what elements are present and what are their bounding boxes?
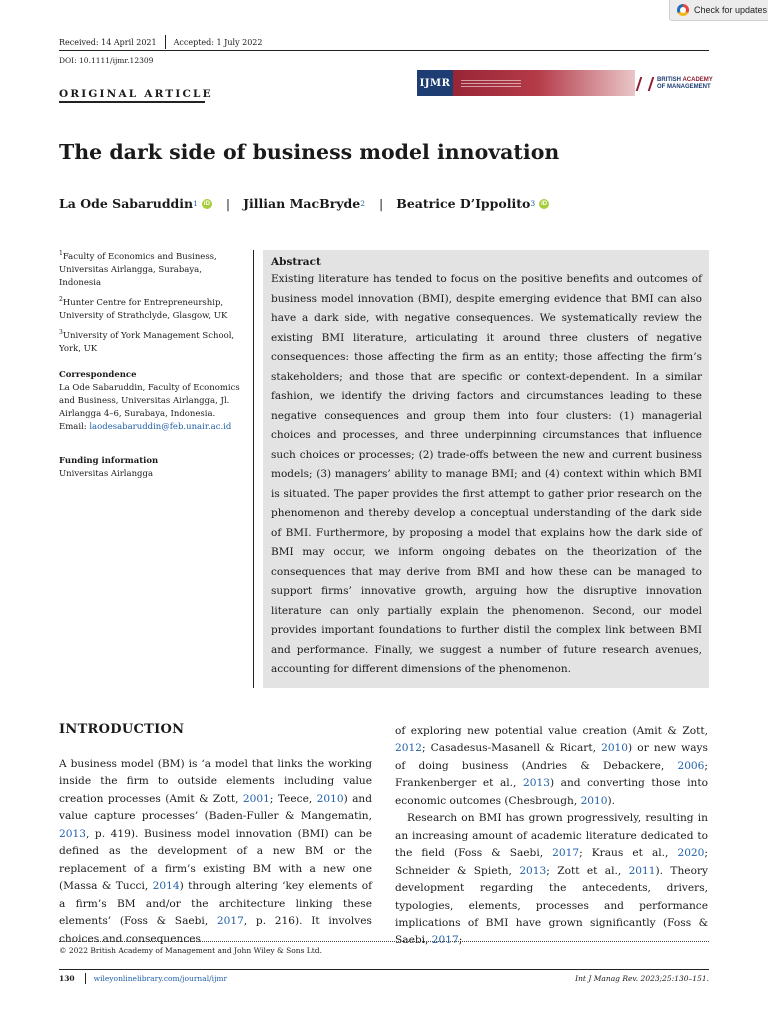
affiliation xyxy=(59,326,245,356)
journal-url-link[interactable]: wileyonlinelibrary.com/journal/ijmr xyxy=(93,974,228,983)
body-column-right xyxy=(395,723,708,950)
footnote-divider xyxy=(59,941,709,942)
article-type: ORIGINAL ARTICLE xyxy=(59,88,213,100)
affiliation xyxy=(59,293,245,323)
orcid-icon[interactable]: iD xyxy=(203,200,210,207)
correspondence-text: La Ode Sabaruddin, Faculty of Economics and Business, Universitas Airlangga, Jl. Airlangga 4–6, Surabaya, Indonesia. xyxy=(59,383,240,419)
article-title: The dark side of business model innovation xyxy=(59,140,560,164)
article-type-underline xyxy=(59,101,205,103)
doi[interactable]: DOI: 10.1111/ijmr.12309 xyxy=(59,56,154,65)
citation-year-link[interactable]: 2017 xyxy=(552,847,580,860)
abstract-rule xyxy=(253,250,254,688)
page-footer xyxy=(59,973,709,984)
date-divider xyxy=(165,35,166,49)
author-separator: | xyxy=(379,196,384,211)
affiliation-number: 3 xyxy=(59,329,63,336)
citation-year-link[interactable]: 2013 xyxy=(59,827,86,840)
footer-divider xyxy=(85,973,86,984)
header-rule xyxy=(59,50,709,51)
citation-year-link[interactable]: 2011 xyxy=(628,864,656,877)
citation-year-link[interactable]: 2010 xyxy=(601,742,629,755)
journal-logo: IJMR xyxy=(417,70,453,96)
body-paragraph: Research on BMI has grown progressively, resulting in an increasing amount of academic literature dedicated to the field (Foss & Saebi, 2017; Kraus et al., 2020; Schneider & Spieth, 2013; Zott et al., 2011). Theory development regarding the antecedents, drivers, typologies, elements, processes and performance implications of BMI have grown significantly (Foss & Saebi, 2017; xyxy=(395,812,708,947)
journal-citation: Int J Manag Rev. 2023;25:130–151. xyxy=(575,974,709,983)
affiliation-text: Faculty of Economics and Business, Universitas Airlangga, Surabaya, Indonesia xyxy=(59,251,217,288)
author-name[interactable]: La Ode Sabaruddin xyxy=(59,196,194,211)
society-name-line1: BRITISH xyxy=(657,77,681,83)
check-for-updates-button[interactable] xyxy=(669,0,768,21)
abstract-box xyxy=(263,250,709,688)
citation-year-link[interactable]: 2012 xyxy=(395,742,422,755)
accepted-date: Accepted: 1 July 2022 xyxy=(173,37,263,47)
author-affiliation-ref[interactable]: 1 xyxy=(193,199,198,208)
citation-year-link[interactable]: 2020 xyxy=(677,847,705,860)
copyright: © 2022 British Academy of Management and John Wiley & Sons Ltd. xyxy=(59,946,322,955)
correspondence xyxy=(59,369,245,434)
footer-rule xyxy=(59,969,709,970)
citation-year-link[interactable]: 2001 xyxy=(242,792,270,805)
banner-decoration xyxy=(453,70,635,96)
author-list xyxy=(59,196,549,211)
author-affiliation-ref[interactable]: 3 xyxy=(530,199,536,208)
body-column-left xyxy=(59,756,372,948)
author-name[interactable]: Beatrice D’Ippolito xyxy=(396,196,531,211)
society-name-accent: ACADEMY xyxy=(682,77,713,83)
affiliation-number: 2 xyxy=(59,296,63,303)
citation-year-link[interactable]: 2014 xyxy=(152,880,180,893)
author-affiliation-ref[interactable]: 2 xyxy=(360,199,366,208)
received-date: Received: 14 April 2021 xyxy=(59,37,157,47)
citation-year-link[interactable]: 2017 xyxy=(216,915,244,928)
funding-heading: Funding information xyxy=(59,456,159,466)
affiliation-text: University of York Management School, York, UK xyxy=(59,330,235,354)
citation-year-link[interactable]: 2010 xyxy=(316,792,344,805)
page-number: 130 xyxy=(59,974,75,983)
article-dates xyxy=(59,35,262,49)
affiliation-text: Hunter Centre for Entrepreneurship, University of Strathclyde, Glasgow, UK xyxy=(59,297,228,321)
body-paragraph: of exploring new potential value creation (Amit & Zott, 2012; Casadesus-Masanell & Ricart, 2010) or new ways of doing business (Andries & Debackere, 2006; Frankenberger et al., 2013) and converting those into economic outcomes (Chesbrough, 2010). xyxy=(395,725,708,807)
abstract-text: Existing literature has tended to focus on the positive benefits and outcomes of business model innovation (BMI), despite emerging evidence that BMI can also have a dark side, with negative consequences. We systematically review the existing BMI literature, articulating it around three clusters of negative consequences: those affecting the firm as an entity; those affecting the firm’s stakeholders; and those that are specific or context-dependent. In a similar fashion, we identify the driving factors and circumstances leading to these negative consequences and group them into four clusters: (1) managerial choices and processes, and three underpinning circumstances that influence such choices or processes; (2) trade-offs between the new and current business models; (3) managers’ ability to manage BMI; and (4) context within which BMI is situated. The paper provides the first attempt to gather prior research on the phenomenon and thereby develop a conceptual understanding of the dark side of BMI. Furthermore, by proposing a model that explains how the dark side of BMI may occur, we inform ongoing debates on the theorization of the consequences that may derive from BMI and how these can be managed to support firms’ innovative growth, arguing how the disruptive innovation literature can only partially explain the phenomenon. Second, our model provides important foundations to further distil the complex link between BMI and performance. Finally, we suggest a number of future research avenues, accounting for different dimensions of the phenomenon. xyxy=(271,273,702,675)
journal-banner xyxy=(417,70,635,96)
email-label: Email: xyxy=(59,422,87,432)
society-name-line2: OF MANAGEMENT xyxy=(657,84,711,90)
section-heading: INTRODUCTION xyxy=(59,722,185,737)
author-name[interactable]: Jillian MacBryde xyxy=(243,196,361,211)
check-for-updates-label: Check for updates xyxy=(694,5,768,15)
society-logo xyxy=(638,77,713,91)
citation-year-link[interactable]: 2013 xyxy=(522,777,550,790)
funding-text: Universitas Airlangga xyxy=(59,469,154,479)
email-link[interactable]: laodesabaruddin@feb.unair.ac.id xyxy=(89,422,232,432)
citation-year-link[interactable]: 2013 xyxy=(519,864,547,877)
citation-year-link[interactable]: 2017 xyxy=(431,934,459,947)
citation-year-link[interactable]: 2006 xyxy=(677,759,705,772)
crossmark-icon xyxy=(677,4,689,16)
funding xyxy=(59,455,245,481)
body-paragraph: A business model (BM) is ‘a model that links the working inside the firm to outside elements including value creation processes (Amit & Zott, 2001; Teece, 2010) and value capture processes’ (Baden-Fuller & Mangematin, 2013, p. 419). Business model innovation (BMI) can be defined as the development of a new BM or the replacement of a firm’s existing BM with a new one (Massa & Tucci, 2014) through altering ‘key elements of a firm’s BM and/or the architecture linking these elements’ (Foss & Saebi, 2017, p. 216). It involves choices and consequences xyxy=(59,758,373,945)
affiliation-number: 1 xyxy=(59,250,63,257)
citation-year-link[interactable]: 2010 xyxy=(580,794,608,807)
abstract-heading: Abstract xyxy=(271,256,321,268)
author-separator: | xyxy=(225,196,231,211)
bam-logo-icon xyxy=(636,77,655,91)
affiliation xyxy=(59,247,245,290)
orcid-icon[interactable]: iD xyxy=(541,200,548,207)
correspondence-heading: Correspondence xyxy=(59,370,137,380)
